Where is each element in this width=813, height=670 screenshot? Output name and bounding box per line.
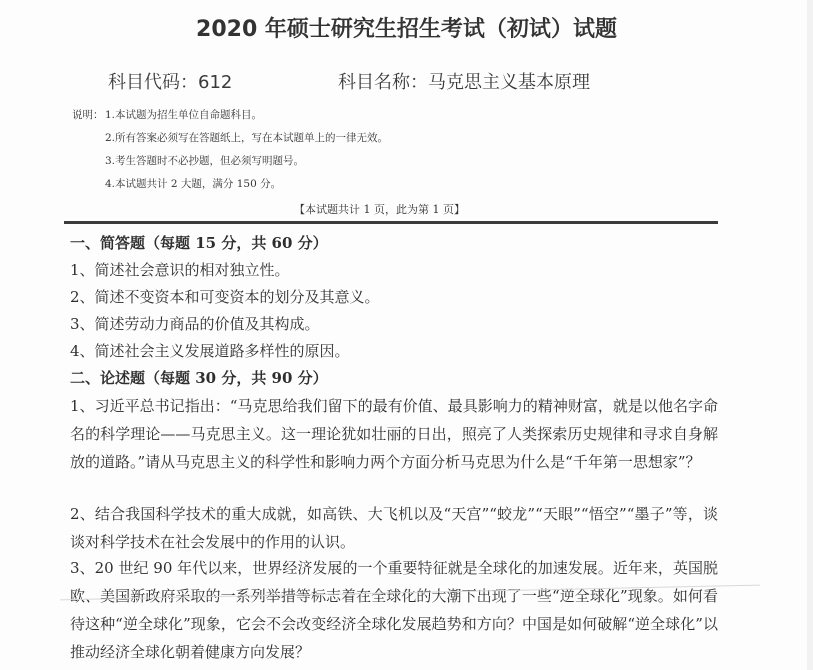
instruction-text: 1.本试题为招生单位自命题科目。 bbox=[105, 109, 263, 121]
section-heading-short-answer: 一、简答题（每题 15 分，共 60 分） bbox=[70, 234, 328, 252]
exam-title: 2020 年硕士研究生招生考试（初试）试题 bbox=[196, 17, 617, 42]
question-item: 2、简述不变资本和可变资本的划分及其意义。 bbox=[70, 288, 380, 306]
question-item: 3、简述劳动力商品的价值及其构成。 bbox=[70, 315, 320, 333]
section-heading-essay: 二、论述题（每题 30 分，共 90 分） bbox=[70, 369, 328, 387]
essay-question: 3、20 世纪 90 年代以来，世界经济发展的一个重要特征就是全球化的加速发展。近年来，英国脱欧、美国新政府采取的一系列举措等标志着在全球化的大潮下出现了一些“逆全球化”现象。如何看待这种“逆全球化”现象，它会不会改变经济全球化发展趋势和方向？中国是如何破解“逆全球化”以推动经济全球化朝着健康方向发展？ bbox=[70, 559, 718, 661]
exam-content bbox=[70, 230, 730, 661]
essay-question: 1、习近平总书记指出：“马克思给我们留下的最有价值、最具影响力的精神财富，就是以他名字命名的科学理论——马克思主义。这一理论犹如壮丽的日出，照亮了人类探索历史规律和寻求自身解放的道路。”请从马克思主义的科学性和影响力两个方面分析马克思为什么是“千年第一思想家”？ bbox=[70, 397, 718, 471]
instruction-text: 2.所有答案必须写在答题纸上，写在本试题单上的一律无效。 bbox=[105, 132, 389, 144]
question-item: 1、简述社会意识的相对独立性。 bbox=[70, 261, 290, 279]
header-divider bbox=[64, 221, 718, 224]
essay-question: 2、结合我国科学技术的重大成就，如高铁、大飞机以及“天宫”“蛟龙”“天眼”“悟空”“墨子”等，谈谈对科学技术在社会发展中的作用的认识。 bbox=[70, 505, 718, 551]
instruction-text: 4.本试题共计 2 大题，满分 150 分。 bbox=[105, 178, 282, 190]
page-edge bbox=[807, 0, 813, 670]
instructions bbox=[72, 104, 388, 196]
instruction-item bbox=[72, 127, 388, 150]
instruction-item bbox=[72, 173, 388, 196]
page-indicator: 【本试题共计 1 页，此为第 1 页】 bbox=[294, 203, 465, 216]
subject-name: 科目名称：马克思主义基本原理 bbox=[338, 72, 590, 93]
question-item: 4、简述社会主义发展道路多样性的原因。 bbox=[70, 342, 350, 360]
subject-code: 科目代码：612 bbox=[108, 72, 233, 93]
instruction-item bbox=[72, 150, 388, 173]
instruction-item bbox=[72, 104, 388, 127]
instruction-text: 3.考生答题时不必抄题，但必须写明题号。 bbox=[105, 155, 305, 167]
instructions-label: 说明： bbox=[72, 109, 104, 121]
